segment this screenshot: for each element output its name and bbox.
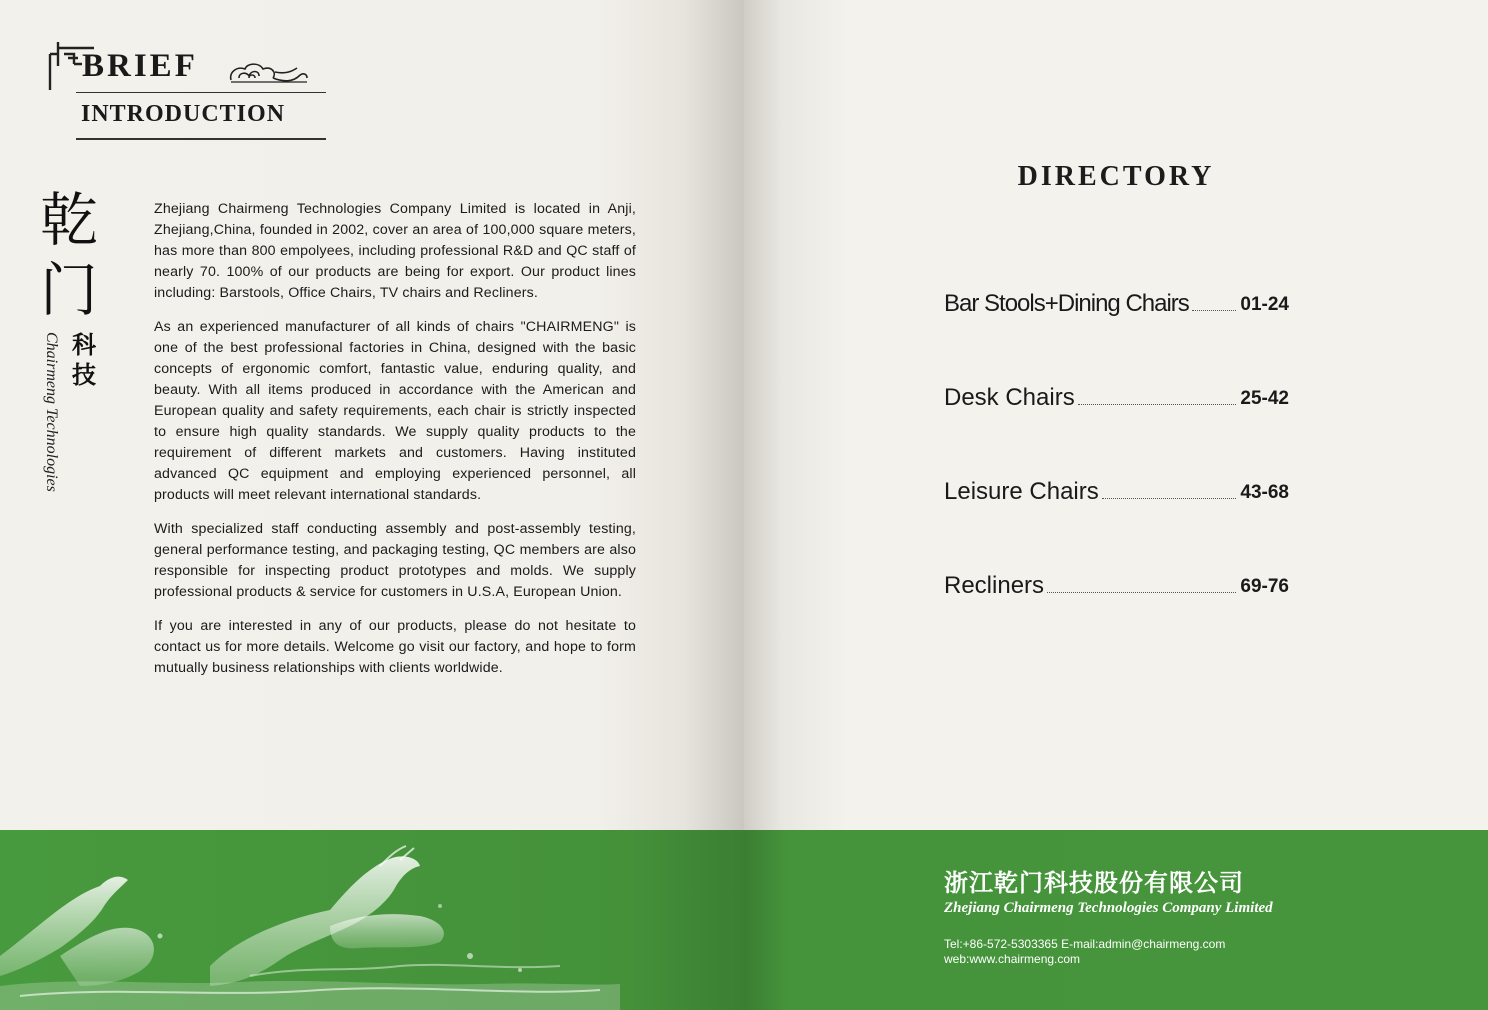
directory-entry-label: Bar Stools+Dining Chairs xyxy=(944,290,1189,317)
heading-introduction: INTRODUCTION xyxy=(81,101,286,127)
introduction-body xyxy=(154,199,636,692)
directory-page-range: 43-68 xyxy=(1240,482,1289,503)
contact-web: web:www.chairmeng.com xyxy=(944,952,1081,966)
contact-tel-email: Tel:+86-572-5303365 E-mail:admin@chairmeng.com xyxy=(944,937,1226,951)
intro-paragraph: As an experienced manufacturer of all kinds of chairs "CHAIRMENG" is one of the best professional factories in China, designed with the basic concepts of ergonomic comfort, fantastic value, enduring quality, and beauty. With all items produced in accordance with the American and European quality and safety requirements, each chair is strictly inspected to ensure high quality standards. We supply quality products to the requirement of different markets and customers. Having instituted advanced QC equipment and employing experienced personnel, all products will meet relevant international standards. xyxy=(154,319,636,503)
directory-page-range: 01-24 xyxy=(1240,294,1289,315)
directory-page-range: 69-76 xyxy=(1240,576,1289,597)
directory-leader-dots xyxy=(1192,310,1237,311)
directory-entry-leisure-chairs xyxy=(944,468,1289,504)
heading-brief: BRIEF xyxy=(82,48,198,84)
intro-paragraph: With specialized staff conducting assembly and post-assembly testing, general performance testing, and packaging testing, QC members are also responsible for inspecting product prototypes and molds. We supply professional products & service for customers in U.S.A, European Union. xyxy=(154,521,636,600)
directory-page-range: 25-42 xyxy=(1240,388,1289,409)
intro-paragraph: If you are interested in any of our products, please do not hesitate to contact us for more details. Welcome go visit our factory, and hope to form mutually business relationships with clients worldwide. xyxy=(154,618,636,676)
directory-title: DIRECTORY xyxy=(1017,161,1215,192)
directory-entry-recliners xyxy=(944,562,1289,598)
brand-logo-char-4: 技 xyxy=(72,362,96,389)
directory-entry-label: Desk Chairs xyxy=(944,384,1075,411)
cloud-ornament-icon xyxy=(227,60,311,86)
heading-rule-top xyxy=(76,92,326,93)
brand-english-vertical: Chairmeng Technologies xyxy=(43,332,60,492)
directory-entry-label: Recliners xyxy=(944,572,1045,599)
brand-logo-char-2: 门 xyxy=(40,258,99,323)
directory-leader-dots xyxy=(1102,498,1237,499)
brand-logo-char-3: 科 xyxy=(72,332,96,359)
water-horses-illustration xyxy=(0,836,620,1010)
directory-leader-dots xyxy=(1078,404,1237,405)
directory-leader-dots xyxy=(1047,592,1236,593)
company-contact xyxy=(944,937,1225,967)
right-page xyxy=(744,0,1488,1010)
brand-logo-char-1: 乾 xyxy=(40,188,99,253)
directory-entry-desk-chairs xyxy=(944,374,1289,410)
directory-entry-bar-stools xyxy=(944,280,1289,316)
footer-green-band-right xyxy=(744,830,1488,1010)
company-name-chinese: 浙江乾门科技股份有限公司 xyxy=(944,870,1244,897)
directory-entry-label: Leisure Chairs xyxy=(944,478,1099,505)
company-name-english: Zhejiang Chairmeng Technologies Company Limited xyxy=(944,900,1273,916)
heading-rule-bottom xyxy=(76,138,326,140)
intro-paragraph: Zhejiang Chairmeng Technologies Company Limited is located in Anji, Zhejiang,China, founded in 2002, cover an area of 100,000 square meters, has more than 800 empolyees, including professional R&D and QC staff of nearly 70. 100% of our products are being for export. Our product lines including: Barstools, Office Chairs, TV chairs and Recliners. xyxy=(154,201,636,301)
